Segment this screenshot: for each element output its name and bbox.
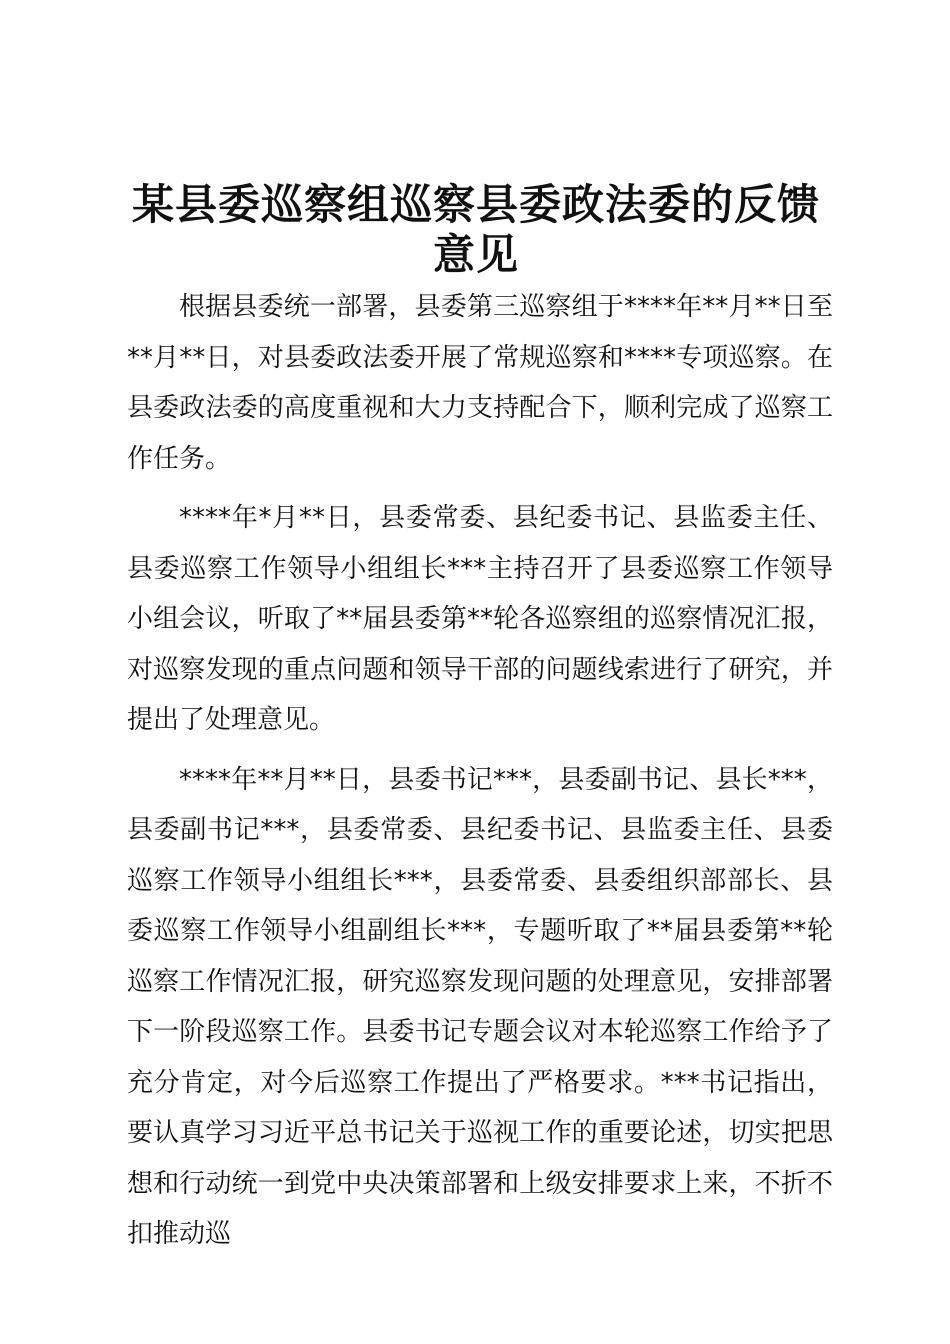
document-body (127, 282, 833, 1269)
document-title: 某县委巡察组巡察县委政法委的反馈意见 (131, 180, 820, 279)
paragraph-1: 根据县委统一部署，县委第三巡察组于****年**月**日至**月**日，对县委政法委开展了常规巡察和****专项巡察。在县委政法委的高度重视和大力支持配合下，顺利完成了巡察工作任务。 (127, 292, 833, 474)
paragraph-3: ****年**月**日，县委书记***，县委副书记、县长***，县委副书记***，县委常委、县纪委书记、县监委主任、县委巡察工作领导小组组长***，县委常委、县委组织部部长、县委巡察工作领导小组副组长***，专题听取了**届县委第**轮巡察工作情况汇报，研究巡察发现问题的处理意见，安排部署下一阶段巡察工作。县委书记专题会议对本轮巡察工作给予了充分肯定，对今后巡察工作提出了严格要求。***书记指出，要认真学习习近平总书记关于巡视工作的重要论述，切实把思想和行动统一到党中央决策部署和上级安排要求上来，不折不扣推动巡 (127, 764, 833, 1249)
paragraph-2: ****年*月**日，县委常委、县纪委书记、县监委主任、县委巡察工作领导小组组长***主持召开了县委巡察工作领导小组会议，听取了**届县委第**轮各巡察组的巡察情况汇报，对巡察发现的重点问题和领导干部的问题线索进行了研究，并提出了处理意见。 (127, 503, 833, 735)
